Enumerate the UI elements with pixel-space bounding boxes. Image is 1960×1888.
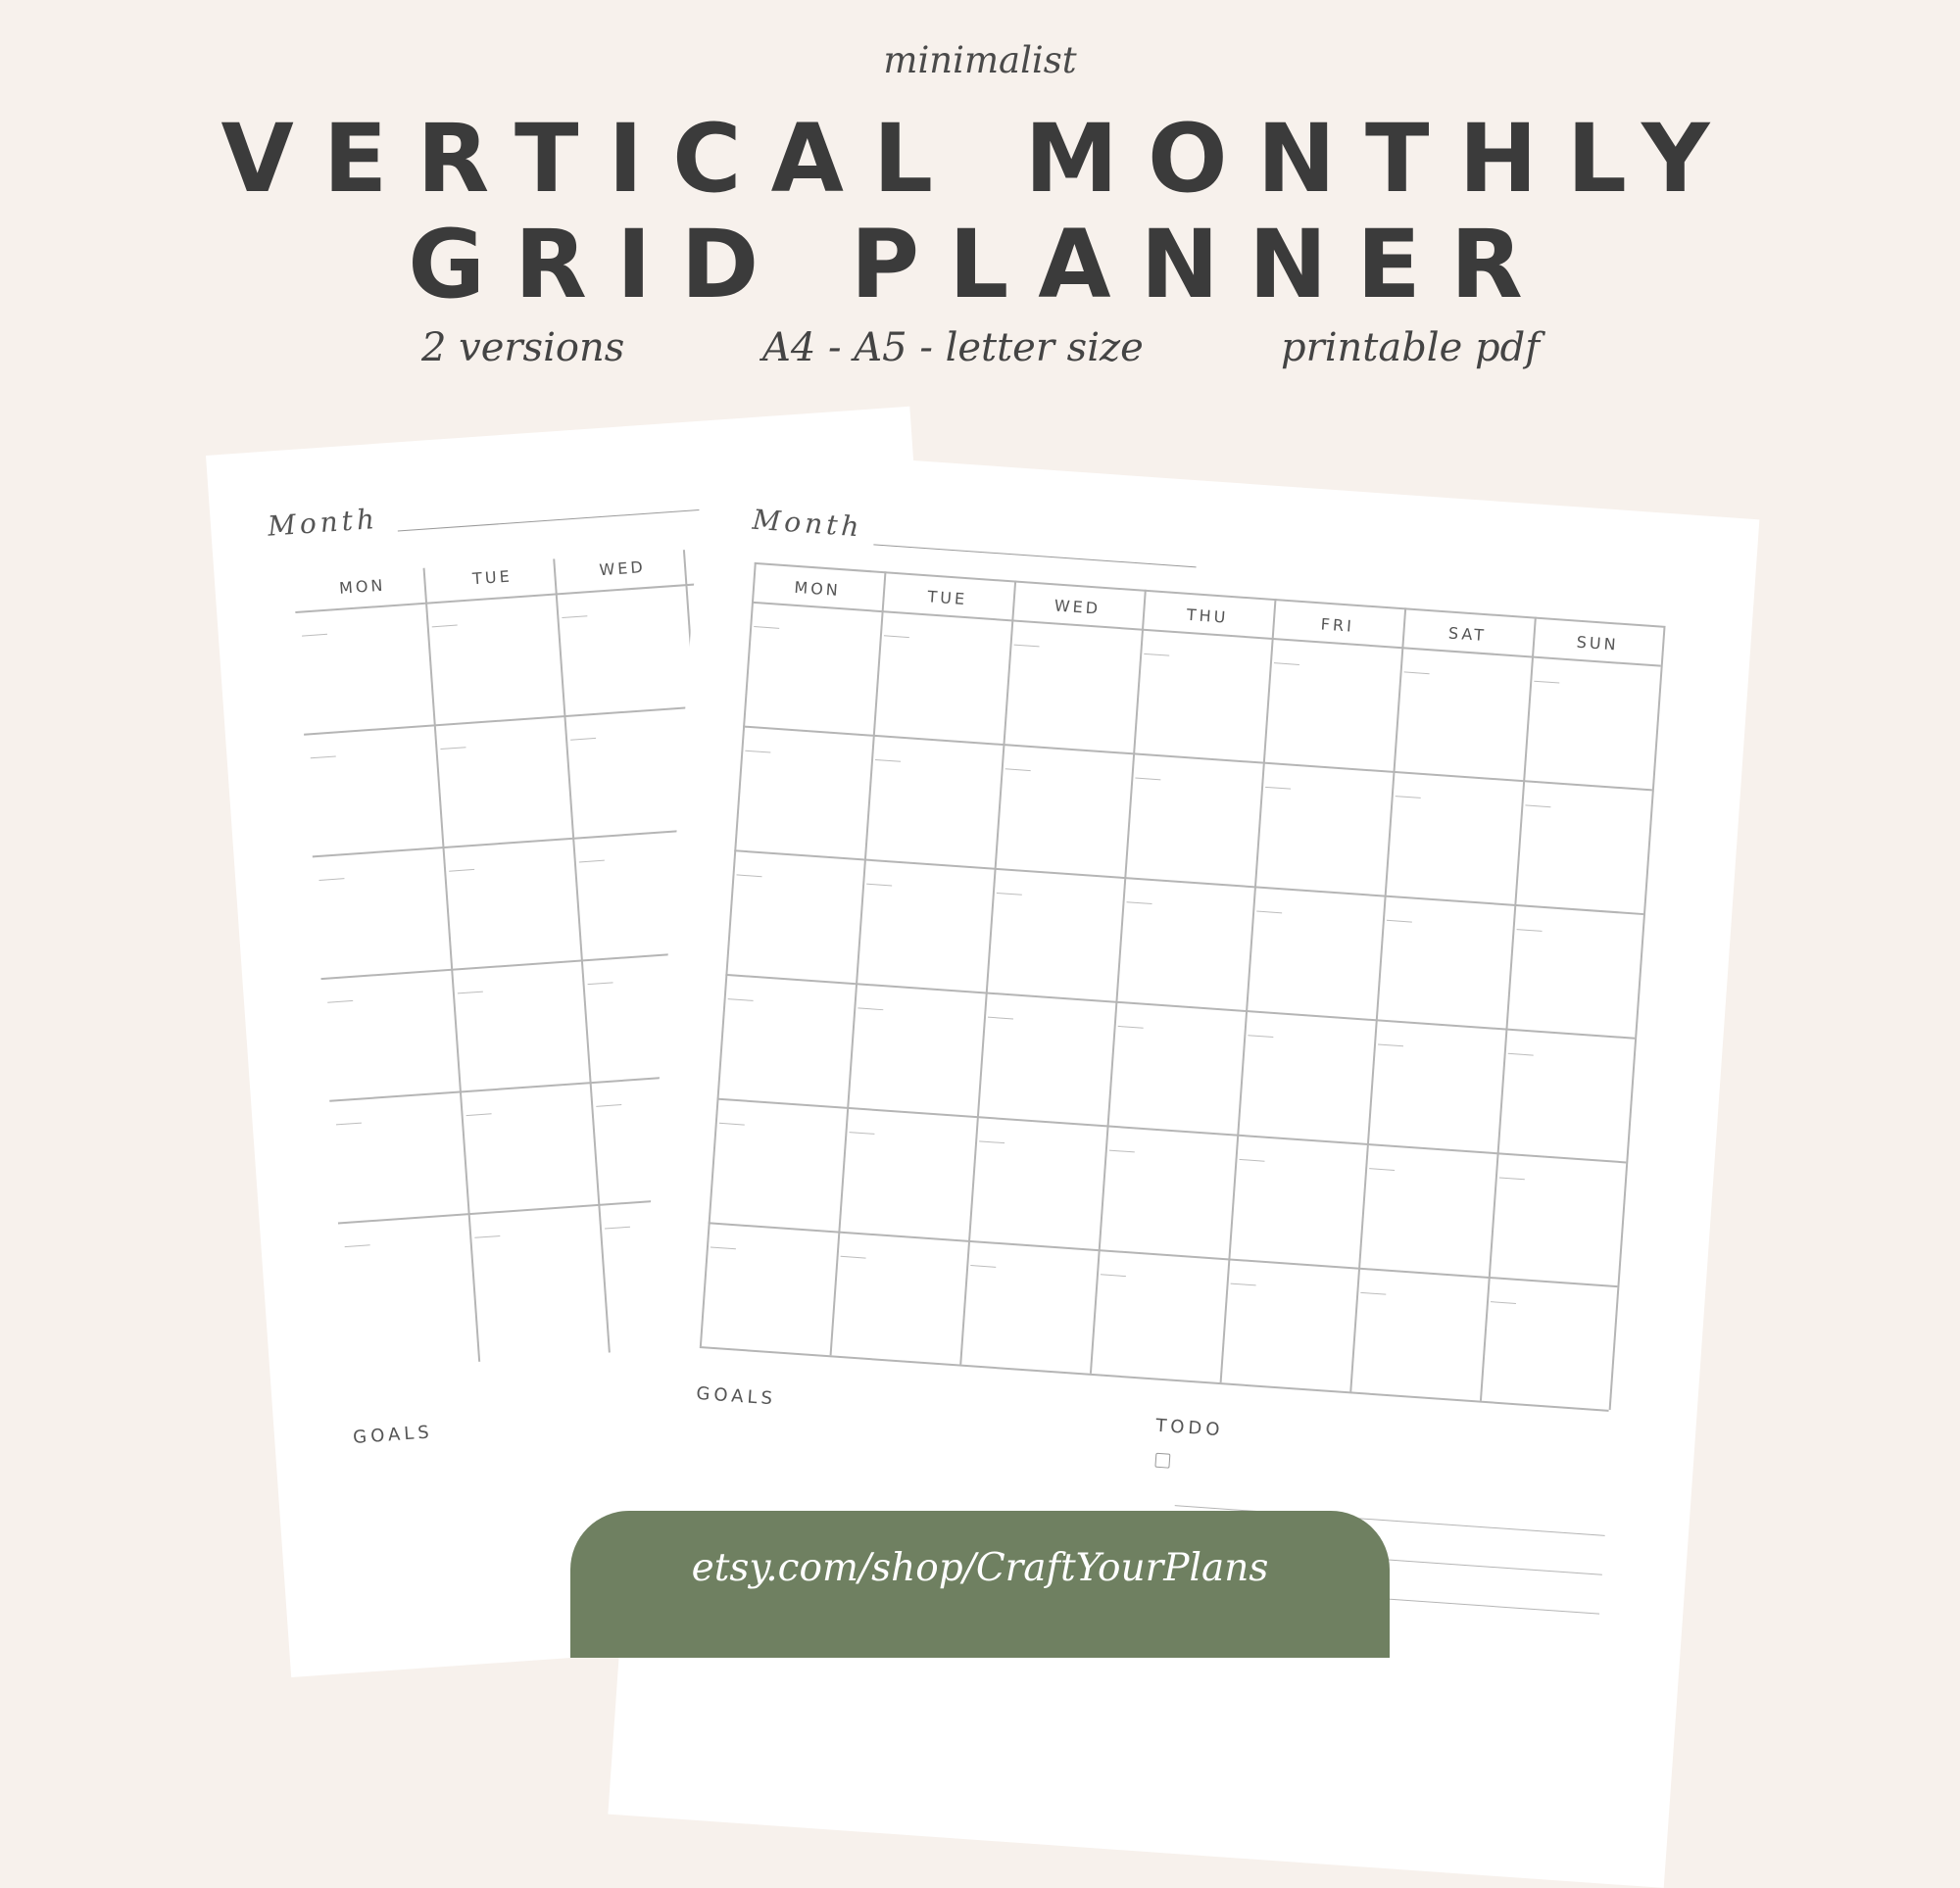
front-column-line [1349,607,1405,1391]
back-date-tick [311,755,336,758]
front-date-tick [1231,1283,1256,1286]
back-date-tick [466,1113,492,1116]
front-date-tick [1525,804,1550,807]
front-date-tick [1378,1043,1403,1046]
front-day-wed: WED [1054,596,1102,618]
front-day-fri: FRI [1320,614,1355,636]
back-date-tick [432,625,458,628]
back-date-tick [474,1235,500,1238]
front-goals-label: GOALS [695,1382,777,1410]
back-date-tick [336,1123,362,1126]
back-goals-label: GOALS [352,1422,434,1448]
front-date-tick [884,635,909,638]
front-date-tick [737,874,762,877]
back-date-tick [562,615,587,618]
todo-checkbox[interactable] [1154,1453,1170,1469]
front-date-tick [979,1140,1004,1143]
front-date-tick [1005,768,1031,771]
back-column-line [553,558,610,1352]
back-date-tick [579,860,605,863]
front-column-line [1090,590,1146,1374]
front-date-tick [728,998,754,1001]
front-date-tick [1265,787,1291,790]
shop-banner[interactable] [570,1511,1390,1658]
front-date-tick [1508,1053,1534,1056]
back-date-tick [327,1000,353,1003]
front-date-tick [719,1123,745,1126]
title-line-1: VERTICAL MONTHLY [220,104,1740,214]
back-date-tick [596,1104,621,1107]
front-date-tick [1499,1177,1525,1180]
front-date-tick [1369,1168,1395,1171]
back-month-label: Month [267,502,379,543]
feature-sizes: A4 - A5 - letter size [762,325,1144,370]
front-date-tick [1101,1274,1126,1277]
front-column-line [830,571,886,1355]
back-date-tick [449,869,474,872]
front-date-tick [858,1007,883,1010]
front-row-line [725,974,1635,1039]
front-date-tick [1109,1150,1135,1153]
front-date-tick [970,1265,996,1268]
front-row-line [709,1222,1618,1286]
back-date-tick [345,1244,370,1247]
front-month-line [873,544,1196,567]
front-date-tick [988,1017,1013,1020]
front-date-tick [849,1132,874,1135]
shop-link[interactable]: etsy.com/shop/CraftYourPlans [691,1546,1269,1590]
front-date-tick [1404,671,1430,674]
front-date-tick [1387,920,1412,923]
back-column-line [423,568,480,1362]
front-day-mon: MON [793,577,842,601]
front-day-tue: TUE [926,587,968,609]
front-column-line [700,562,756,1346]
back-date-tick [588,982,613,985]
front-date-tick [1256,911,1282,914]
front-day-sat: SAT [1447,623,1488,646]
front-date-tick [866,884,892,887]
front-todo-label: TODO [1154,1415,1225,1441]
back-day-mon: MON [338,575,387,598]
front-date-tick [1127,901,1152,904]
front-date-tick [710,1246,736,1249]
front-date-tick [745,750,770,753]
front-date-tick [1239,1159,1264,1162]
front-date-tick [875,759,901,762]
front-date-tick [1144,654,1169,656]
back-date-tick [302,634,327,637]
front-date-tick [1491,1301,1516,1304]
front-column-line [1220,599,1276,1382]
subtitle: minimalist [883,39,1077,81]
title-line-2: GRID PLANNER [408,210,1552,319]
front-date-tick [754,626,779,629]
front-date-tick [1118,1026,1144,1029]
front-date-tick [1274,662,1299,665]
front-column-line [1609,626,1665,1410]
back-date-tick [458,992,483,994]
back-day-tue: TUE [471,566,514,589]
front-date-tick [1248,1035,1273,1038]
front-column-line [959,580,1015,1364]
front-date-tick [1135,778,1160,781]
front-date-tick [1014,645,1040,648]
front-date-tick [1517,929,1543,932]
back-date-tick [440,747,466,750]
front-row-line [734,849,1643,914]
front-month-label: Month [751,503,864,544]
front-day-thu: THU [1186,605,1229,627]
front-date-tick [1396,796,1421,799]
front-day-sun: SUN [1576,632,1620,654]
back-date-tick [318,878,344,881]
front-column-line [1480,617,1536,1401]
back-date-tick [570,738,596,741]
front-planner-page [608,446,1759,1888]
front-date-tick [1534,681,1559,684]
back-date-tick [605,1227,630,1230]
feature-format: printable pdf [1281,325,1541,370]
feature-versions: 2 versions [421,325,625,370]
front-date-tick [1360,1292,1386,1295]
front-row-line [717,1098,1627,1163]
front-bottom-border [700,1346,1609,1411]
front-row-line [743,725,1652,790]
front-date-tick [997,893,1022,896]
back-day-wed: WED [598,557,647,580]
front-date-tick [841,1256,866,1259]
